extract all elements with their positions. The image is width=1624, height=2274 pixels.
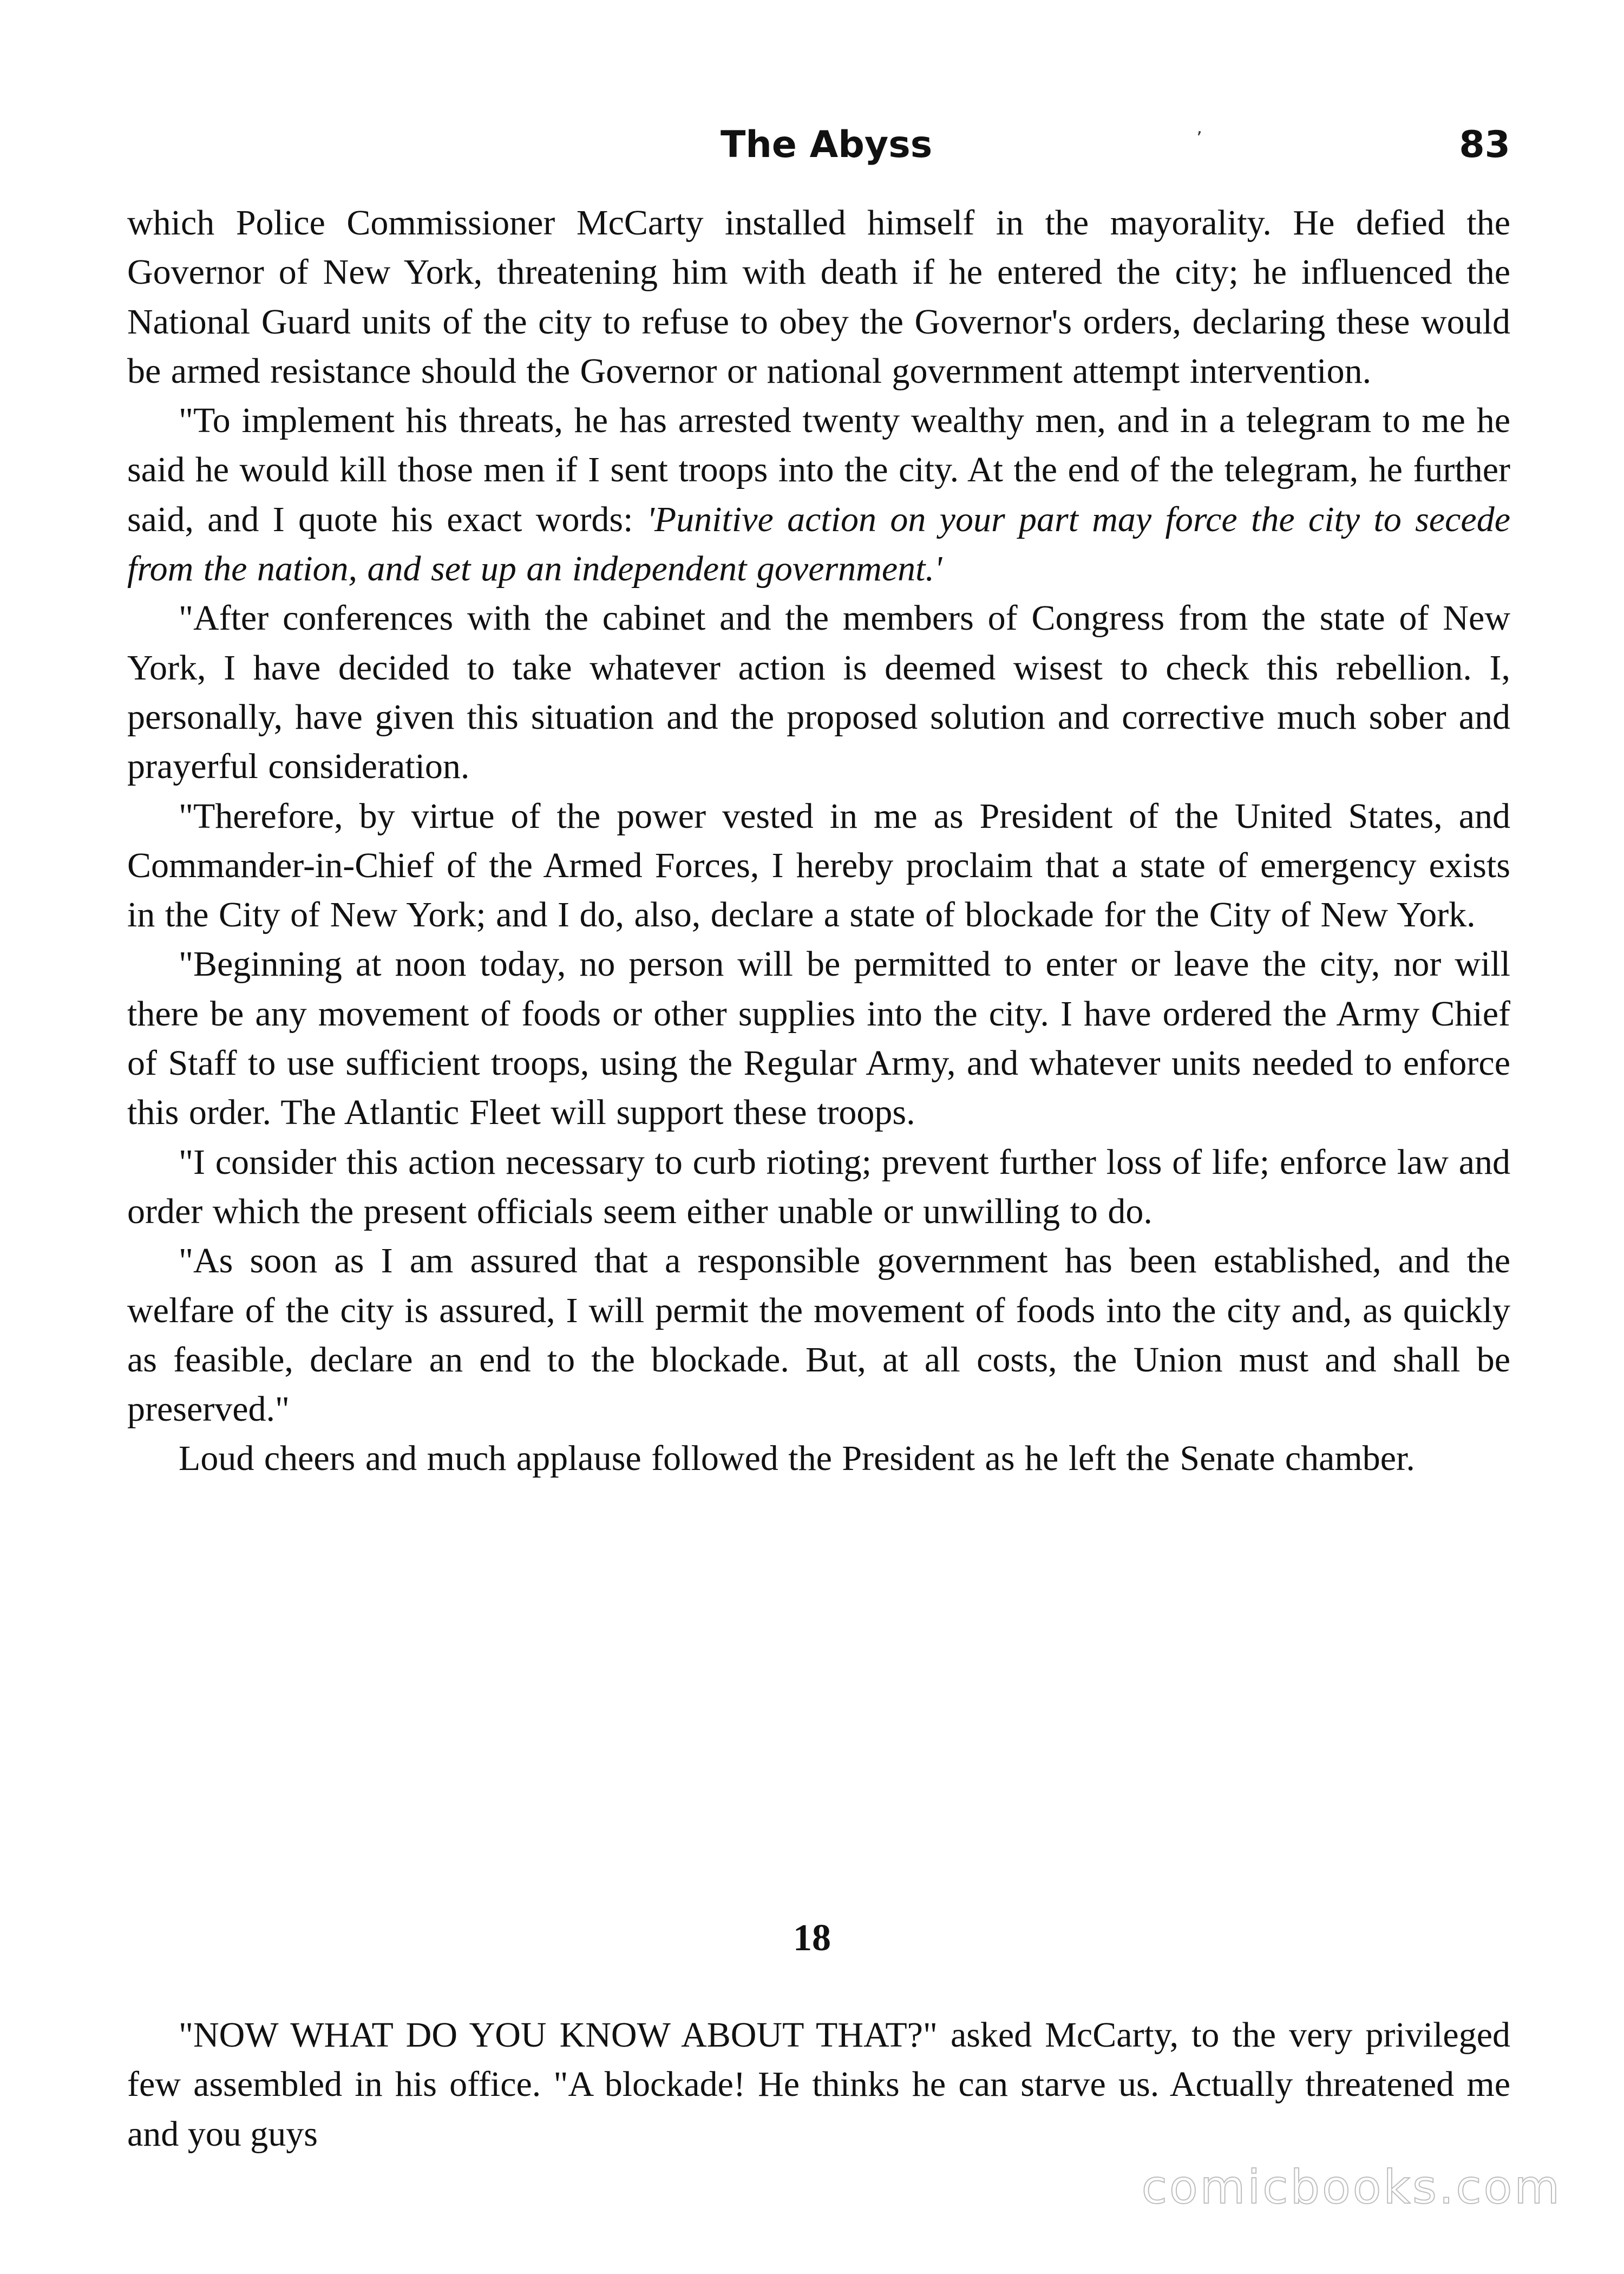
- paragraph-applause: [127, 1434, 1510, 1483]
- paragraph-text: "I consider this action necessary to curb rioting; prevent further loss of life; enforce law and order which the present officials seem either unable or unwilling to do.: [127, 1142, 1510, 1231]
- paragraph-continuation: [127, 198, 1510, 396]
- body-text: [127, 198, 1510, 1484]
- paragraph-assurance: [127, 1236, 1510, 1434]
- page-number: 83: [1459, 123, 1510, 166]
- paragraph-text: Loud cheers and much applause followed the President as he left the Senate chamber.: [179, 1439, 1415, 1479]
- paragraph-telegram: [127, 396, 1510, 593]
- paragraph-text: "As soon as I am assured that a responsible government has been established, and the welfare of the city is assured, I will permit the movement of foods into the city and, as quickly as feasible, declare an end to the blockade. But, at all costs, the Union must and shall be preserved.": [127, 1241, 1510, 1429]
- chapter-number: 18: [793, 1917, 831, 1959]
- running-title: The Abyss: [721, 123, 933, 166]
- watermark: comicbooks.com: [1141, 2160, 1562, 2214]
- paragraph-blockade: [127, 939, 1510, 1137]
- chapter-text: [127, 2010, 1510, 2159]
- stray-mark: ʼ: [1196, 128, 1202, 149]
- telegram-quote: 'Punitive action on your part may force the city to secede from the nation, and set up an independent government.': [127, 499, 1510, 589]
- paragraph-text: "Therefore, by virtue of the power vested in me as President of the United States, and Commander-in-Chief of the Armed Forces, I hereby proclaim that a state of emergency exists in the City of New York; and I do, also, declare a state of blockade for the City of New York.: [127, 796, 1510, 935]
- chapter-opening-paragraph: "NOW WHAT DO YOU KNOW ABOUT THAT?" asked McCarty, to the very privileged few assembled in his office. "A blockade! He thinks he can starve us. Actually threatened me and you guys: [127, 2015, 1510, 2154]
- paragraph-necessity: [127, 1138, 1510, 1237]
- paragraph-text: which Police Commissioner McCarty installed himself in the mayorality. He defied the Governor of New York, threatening him with death if he entered the city; he influenced the National Guard units of the city to refuse to obey the Governor's orders, declaring these would be armed resistance should the Governor or national government attempt intervention.: [127, 203, 1510, 391]
- paragraph-conferences: [127, 593, 1510, 791]
- paragraph-proclamation: [127, 792, 1510, 940]
- paragraph-text: "To implement his threats, he has arrested twenty wealthy men, and in a telegram to me he said he would kill those men if I sent troops into the city. At the end of the telegram, he further said, and I quote his exact words:: [127, 401, 1510, 539]
- running-head: [127, 123, 1510, 183]
- paragraph-text: "After conferences with the cabinet and the members of Congress from the state of New York, I have decided to take whatever action is deemed wisest to check this rebellion. I, personally, have given this situation and the proposed solution and corrective much sober and prayerful consideration.: [127, 598, 1510, 787]
- paragraph-text: "Beginning at noon today, no person will be permitted to enter or leave the city, nor will there be any movement of foods or other supplies into the city. I have ordered the Army Chief of Staff to use sufficient troops, using the Regular Army, and whatever units needed to enforce this order. The Atlantic Fleet will support these troops.: [127, 944, 1510, 1133]
